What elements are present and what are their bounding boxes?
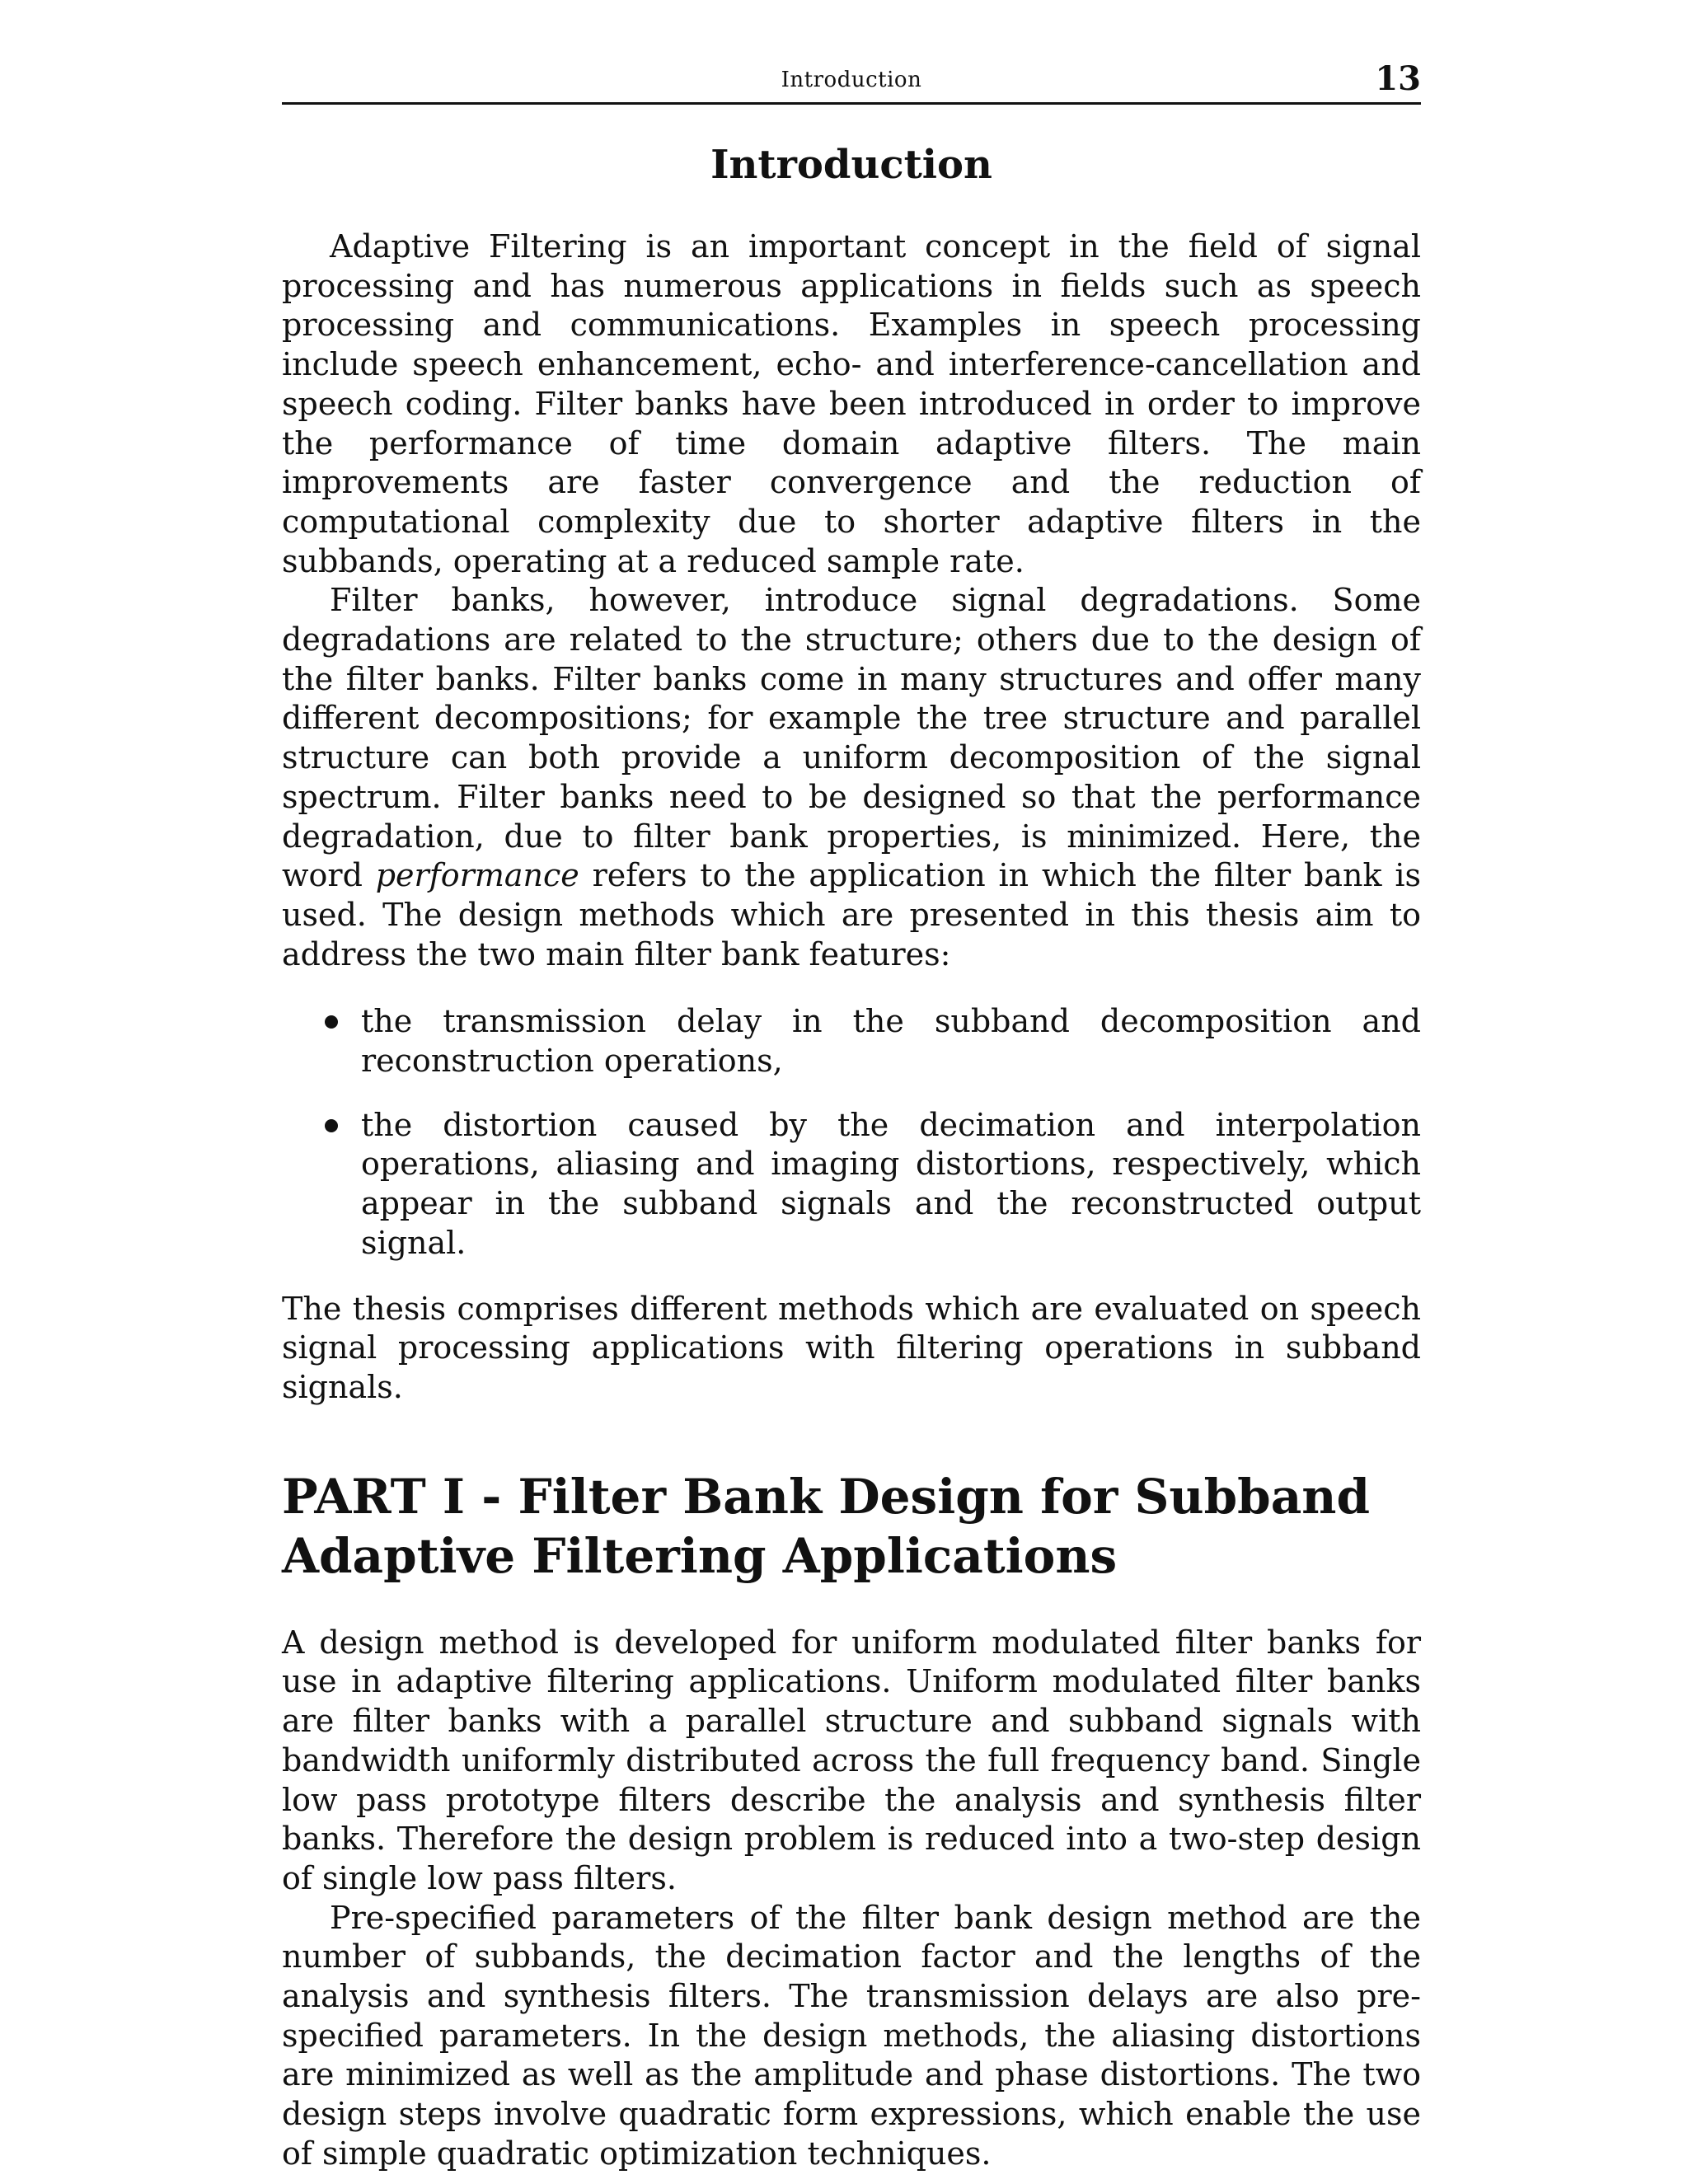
page-number: 13 bbox=[1375, 59, 1421, 98]
intro-paragraph-1: Adaptive Filtering is an important concept in the field of signal processing and has numerous applications in fields such as speech processing and communications. Examples in speech processing include speech enhancement, echo- and interference-cancellation and speech coding. Filter banks have been introduced in order to improve the performance of time domain adaptive filters. The main improvements are faster convergence and the reduction of computational complexity due to shorter adaptive filters in the subbands, operating at a reduced sample rate. bbox=[282, 228, 1421, 579]
list-item-text: the distortion caused by the decimation and interpolation operations, aliasing and imaging distortions, respectively, which appear in the subband signals and the reconstructed output signal. bbox=[361, 1106, 1421, 1261]
bullet-icon bbox=[325, 1015, 338, 1029]
list-item bbox=[282, 1106, 1421, 1263]
running-head-title: Introduction bbox=[781, 68, 922, 92]
part-heading: PART I - Filter Bank Design for Subband Adaptive Filtering Applications bbox=[282, 1468, 1371, 1584]
intro-paragraph-2 bbox=[282, 581, 1421, 974]
bullet-icon bbox=[325, 1119, 338, 1132]
feature-list bbox=[282, 1002, 1421, 1263]
list-item bbox=[282, 1002, 1421, 1080]
section-heading-introduction: Introduction bbox=[710, 142, 992, 188]
intro-paragraph-2-text-b: refers to the application in which the filter bank is used. The design methods which are presented in this thesis aim to address the two main filter bank features: bbox=[282, 857, 1421, 972]
page-content bbox=[282, 132, 1421, 2174]
list-item-text: the transmission delay in the subband decomposition and reconstruction operations, bbox=[361, 1003, 1421, 1080]
intro-paragraph-2-text-a: Filter banks, however, introduce signal degradations. Some degradations are related to the structure; others due to the design of the filter banks. Filter banks come in many structures and offer many different decompositions; for example the tree structure and parallel structure can both provide a uniform decomposition of the signal spectrum. Filter banks need to be designed so that the performance degradation, due to filter bank properties, is minimized. Here, the word bbox=[282, 582, 1421, 894]
running-head bbox=[282, 59, 1421, 105]
intro-closing-paragraph: The thesis comprises different methods which are evaluated on speech signal processing applications with filtering operations in subband signals. bbox=[282, 1290, 1421, 1405]
emphasis-performance: performance bbox=[375, 857, 579, 894]
part1-paragraph-2: Pre-specified parameters of the filter bank design method are the number of subbands, the decimation factor and the lengths of the analysis and synthesis filters. The transmission delays are also pre-specified parameters. In the design methods, the aliasing distortions are minimized as well as the amplitude and phase distortions. The two design steps involve quadratic form expressions, which enable the use of simple quadratic optimization techniques. bbox=[282, 1899, 1421, 2172]
part1-paragraph-1: A design method is developed for uniform modulated filter banks for use in adaptive filtering applications. Uniform modulated filter banks are filter banks with a parallel structure and subband signals with bandwidth uniformly distributed across the full frequency band. Single low pass prototype filters describe the analysis and synthesis filter banks. Therefore the design problem is reduced into a two-step design of single low pass filters. bbox=[282, 1624, 1421, 1896]
